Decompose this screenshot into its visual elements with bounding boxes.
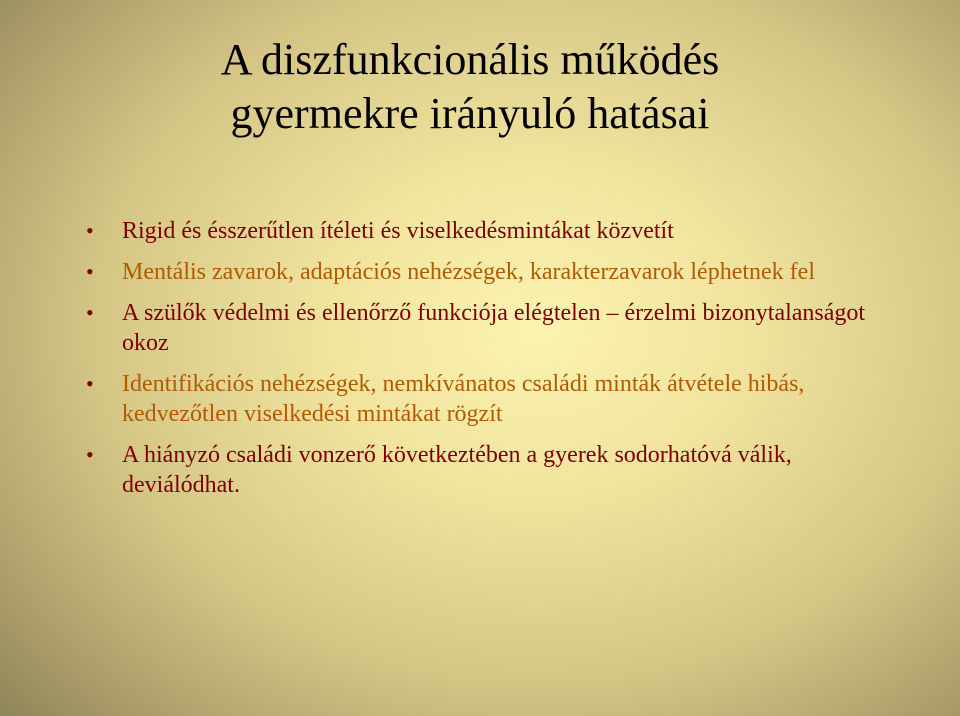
bullet-dot-icon: •: [86, 300, 94, 325]
bullet-dot-icon: •: [86, 218, 94, 243]
bullet-text-1: Rigid és ésszerűtlen ítéleti és viselkedésmintákat közvetít: [122, 218, 674, 244]
bullet-list: [84, 216, 884, 511]
bullet-text-2: Mentális zavarok, adaptációs nehézségek, karakterzavarok léphetnek fel: [122, 259, 815, 285]
slide-title: [0, 33, 940, 141]
title-line-1: A diszfunkcionális működés: [220, 35, 720, 84]
bullet-text-5: A hiányzó családi vonzerő következtében a gyerek sodorhatóvá válik, deviálódhat.: [122, 442, 792, 498]
bullet-item-3: [84, 298, 884, 358]
bullet-item-2: [84, 257, 884, 287]
title-line-2: gyermekre irányuló hatásai: [230, 89, 710, 138]
bullet-text-4: Identifikációs nehézségek, nemkívánatos családi minták átvétele hibás, kedvezőtlen viselkedési mintákat rögzít: [122, 371, 805, 427]
bullet-item-1: [84, 216, 884, 246]
bullet-item-5: [84, 440, 884, 500]
bullet-dot-icon: •: [86, 371, 94, 396]
bullet-dot-icon: •: [86, 442, 94, 467]
bullet-text-3: A szülők védelmi és ellenőrző funkciója elégtelen – érzelmi bizonytalanságot okoz: [122, 300, 866, 356]
bullet-dot-icon: •: [86, 259, 94, 284]
bullet-item-4: [84, 369, 884, 429]
